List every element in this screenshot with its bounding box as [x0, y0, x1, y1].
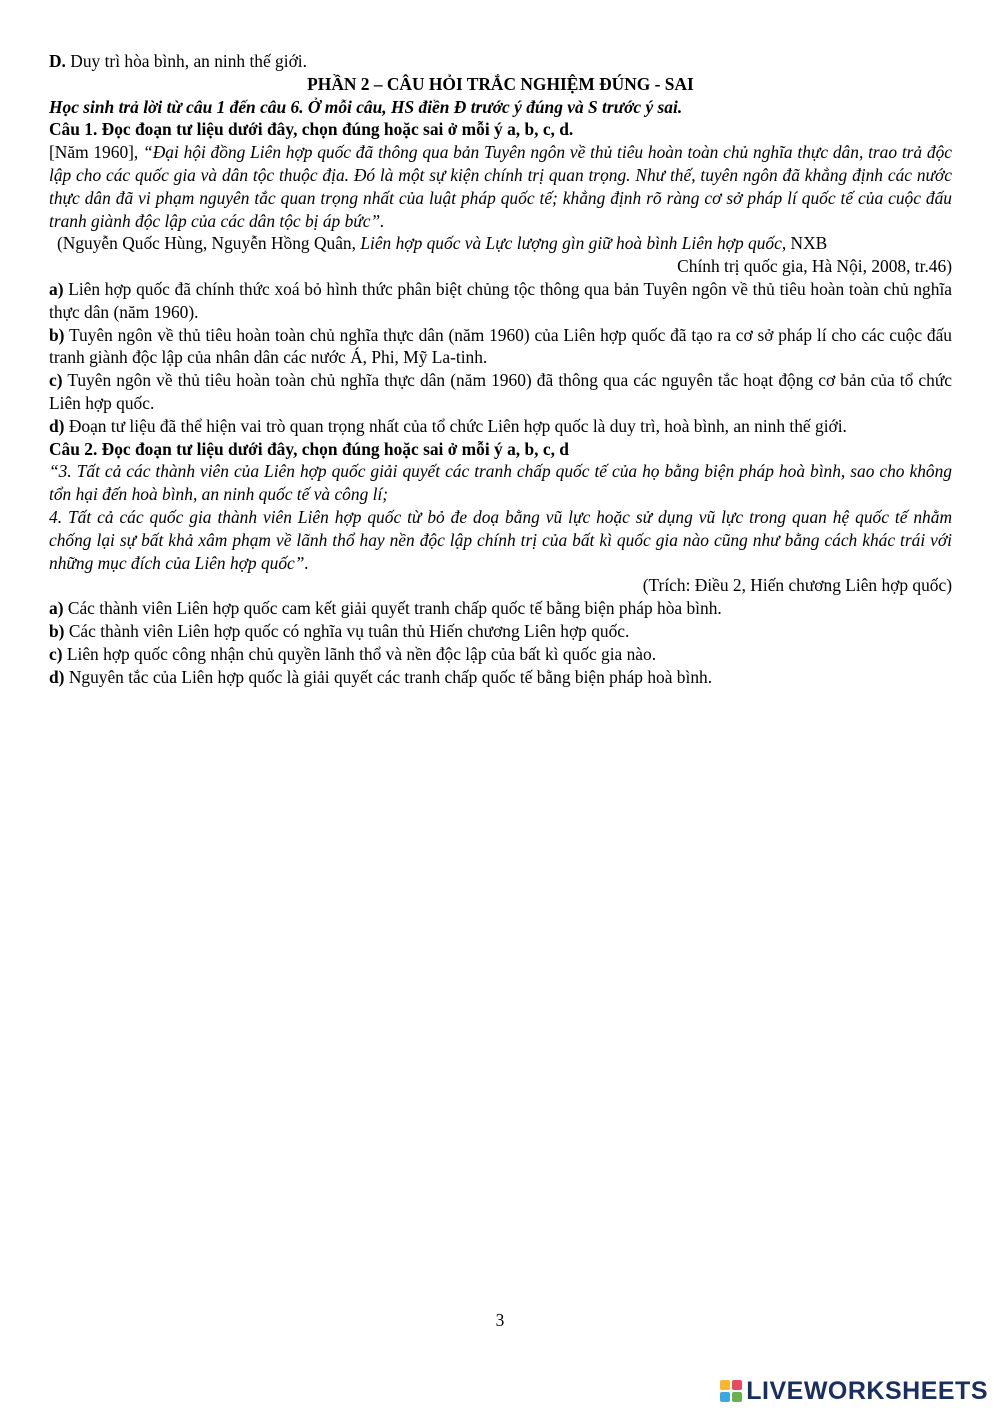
option-text: Duy trì hòa bình, an ninh thế giới.: [65, 51, 307, 71]
option-label: b): [49, 324, 65, 345]
citation-publisher: , NXB: [781, 233, 828, 254]
option-text: Đoạn tư liệu đã thể hiện vai trò quan trọng nhất của tổ chức Liên hợp quốc là duy trì, hoà bình, an ninh thế giới.: [64, 415, 847, 436]
mark-square: [732, 1380, 742, 1390]
page-number: 3: [495, 1310, 505, 1330]
question-1-option-b: [49, 324, 952, 370]
option-text: Liên hợp quốc công nhận chủ quyền lãnh thổ và nền độc lập của bất kì quốc gia nào.: [62, 643, 657, 664]
option-text: Nguyên tắc của Liên hợp quốc là giải quyết các tranh chấp quốc tế bằng biện pháp hoà bình.: [64, 666, 713, 687]
option-label: a): [49, 598, 64, 619]
option-text: Các thành viên Liên hợp quốc cam kết giải quyết tranh chấp quốc tế bằng biện pháp hòa bình.: [63, 598, 722, 619]
question-2-option-a: [49, 597, 952, 620]
question-1-passage: [49, 141, 952, 232]
question-2-option-b: [49, 620, 952, 643]
question-1-option-d: [49, 415, 952, 438]
question-2-passage-1: “3. Tất cả các thành viên của Liên hợp quốc giải quyết các tranh chấp quốc tế của họ bằng biện pháp hoà bình, sao cho không tổn hại đến hoà bình, an ninh quốc tế và công lí;: [49, 461, 952, 505]
option-label: c): [49, 643, 63, 664]
option-label: d): [49, 666, 65, 687]
question-1-citation-line2: Chính trị quốc gia, Hà Nội, 2008, tr.46): [677, 256, 952, 277]
part-instruction: Học sinh trả lời từ câu 1 đến câu 6. Ở mỗi câu, HS điền Đ trước ý đúng và S trước ý sai.: [49, 96, 683, 117]
part-title: PHẦN 2 – CÂU HỎI TRẮC NGHIỆM ĐÚNG - SAI: [307, 73, 694, 94]
document-page: [49, 50, 952, 688]
question-1-citation: [49, 232, 952, 255]
brand-text: LIVEWORKSHEETS: [746, 1376, 988, 1405]
question-1-option-a: [49, 278, 952, 324]
option-text: Tuyên ngôn về thủ tiêu hoàn toàn chủ nghĩa thực dân (năm 1960) của Liên hợp quốc đã tạo ra cơ sở pháp lí cho các cuộc đấu tranh giành độc lập của nhân dân các nước Á, Phi, Mỹ La-tinh.: [49, 324, 952, 368]
mark-square: [720, 1380, 730, 1390]
option-label: D.: [49, 51, 66, 71]
liveworksheets-mark-icon: [720, 1380, 742, 1402]
mark-square: [732, 1392, 742, 1402]
citation-book: Liên hợp quốc và Lực lượng gìn giữ hoà bình Liên hợp quốc: [360, 233, 782, 254]
option-text: Liên hợp quốc đã chính thức xoá bỏ hình thức phân biệt chủng tộc thông qua bản Tuyên ngôn về thủ tiêu hoàn toàn chủ nghĩa thực dân (năm 1960).: [49, 278, 952, 322]
question-1-heading: Câu 1. Đọc đoạn tư liệu dưới đây, chọn đúng hoặc sai ở mỗi ý a, b, c, d.: [49, 119, 574, 140]
passage-year: [Năm 1960],: [49, 142, 144, 163]
option-label: c): [49, 370, 63, 391]
liveworksheets-logo: [720, 1378, 988, 1404]
question-text: . Đọc đoạn tư liệu dưới đây, chọn đúng hoặc sai ở mỗi ý a, b, c, d: [92, 438, 569, 459]
option-label: b): [49, 620, 65, 641]
question-2-passage-2: 4. Tất cả các quốc gia thành viên Liên hợp quốc từ bỏ đe doạ bằng vũ lực hoặc sử dụng vũ lực trong quan hệ quốc tế nhằm chống lại sự bất khả xâm phạm về lãnh thổ hay nền độc lập chính trị của bất kì quốc gia nào cũng như bằng cách khác trái với những mục đích của Liên hợp quốc”.: [49, 506, 952, 573]
question-2-option-d: [49, 666, 952, 689]
option-label: d): [49, 415, 65, 436]
mark-square: [720, 1392, 730, 1402]
citation-authors: (Nguyễn Quốc Hùng, Nguyễn Hồng Quân,: [57, 233, 361, 254]
option-label: a): [49, 278, 64, 299]
question-label: Câu 2: [49, 438, 93, 459]
option-d-previous: [49, 50, 952, 73]
option-text: Tuyên ngôn về thủ tiêu hoàn toàn chủ nghĩa thực dân (năm 1960) đã thông qua các nguyên tắc hoạt động cơ bản của tổ chức Liên hợp quốc.: [49, 370, 952, 413]
question-2-citation: (Trích: Điều 2, Hiến chương Liên hợp quốc): [642, 575, 952, 596]
question-2-heading: [49, 438, 952, 461]
passage-quote: “Đại hội đồng Liên hợp quốc đã thông qua bản Tuyên ngôn về thủ tiêu hoàn toàn chủ nghĩa thực dân, trao trả độc lập cho các quốc gia và dân tộc thuộc địa. Đó là một sự kiện chính trị quan trọng. Như thế, tuyên ngôn đã khẳng định các nước thực dân đã vi phạm nguyên tắc quan trọng nhất của luật pháp quốc tế; khẳng định rõ ràng cơ sở pháp lí quốc tế của cuộc đấu tranh giành độc lập của các dân tộc bị áp bức”.: [49, 142, 952, 231]
question-1-option-c: [49, 369, 952, 415]
question-2-option-c: [49, 643, 952, 666]
option-text: Các thành viên Liên hợp quốc có nghĩa vụ tuân thủ Hiến chương Liên hợp quốc.: [64, 620, 630, 641]
